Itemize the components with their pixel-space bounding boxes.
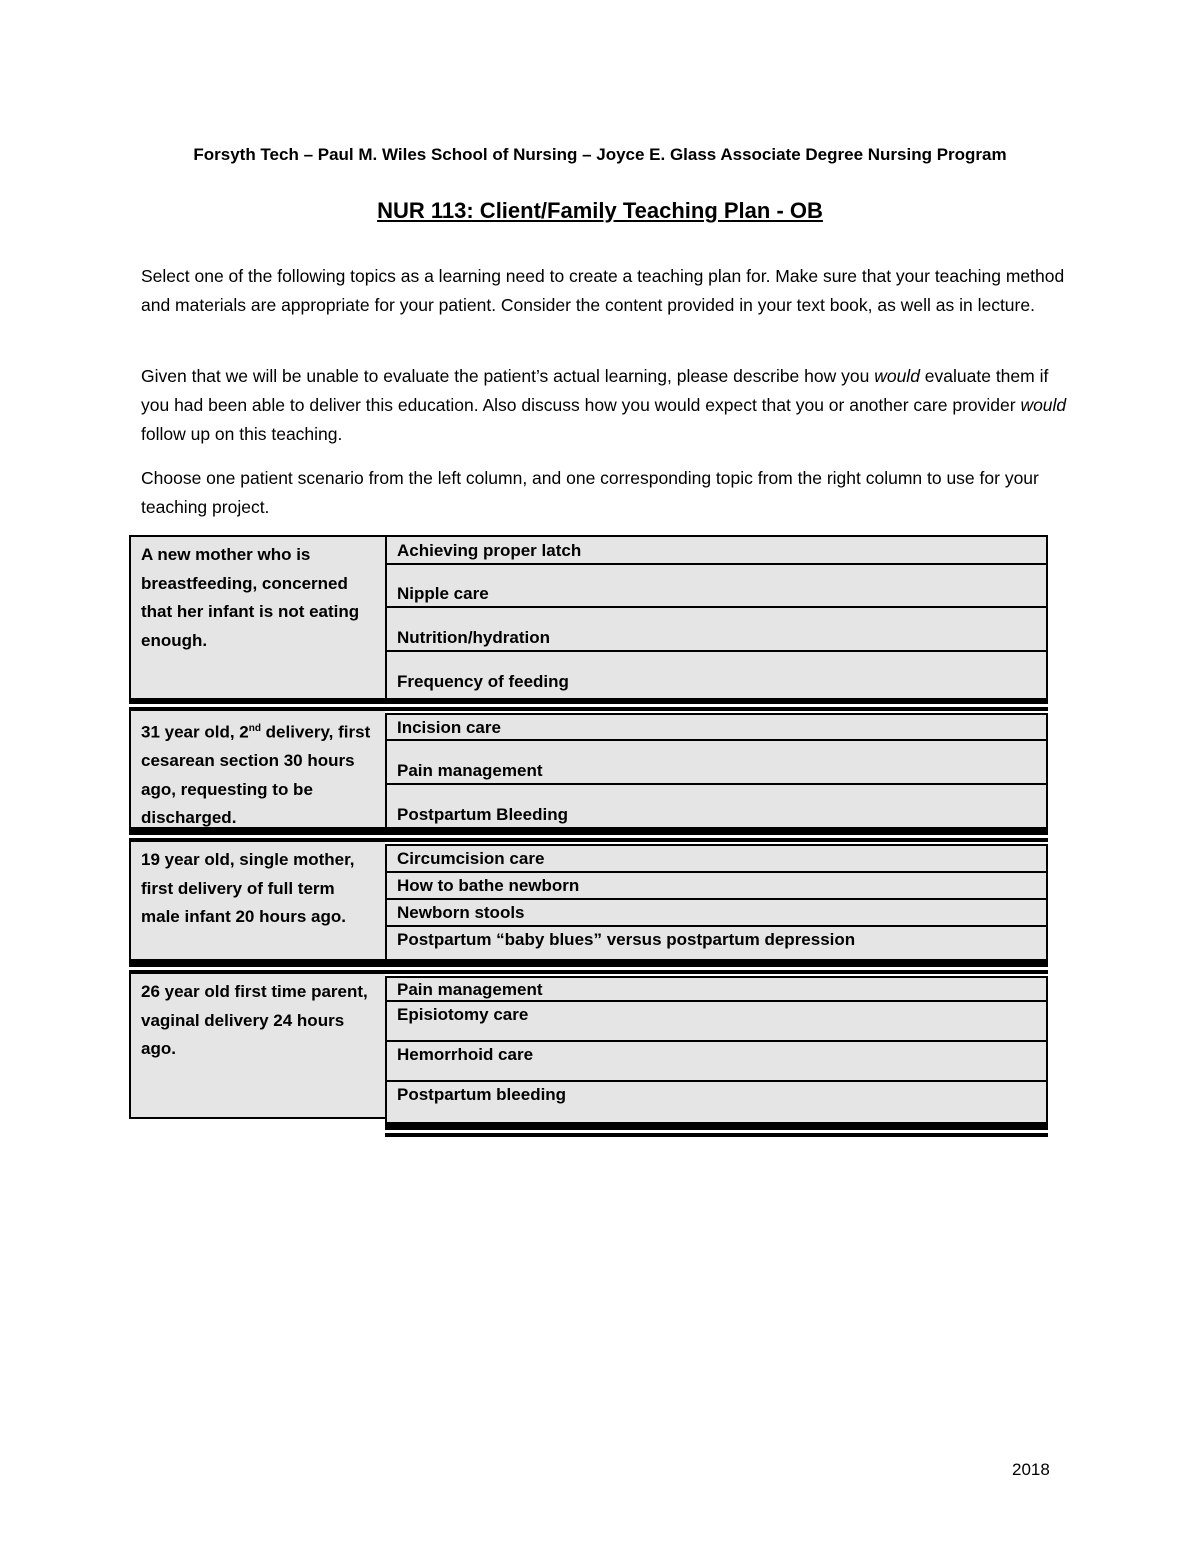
row-separator [129,698,1048,704]
topic-cell: Newborn stools [385,898,1048,927]
topic-cell: Pain management [385,739,1048,785]
document-title: NUR 113: Client/Family Teaching Plan - OB [377,198,823,223]
topic-cell: Postpartum “baby blues” versus postpartum depression [385,925,1048,961]
row-separator [385,1124,1048,1130]
topic-cell: Hemorrhoid care [385,1040,1048,1082]
topic-cell: Episiotomy care [385,1000,1048,1042]
topic-cell: Postpartum bleeding [385,1080,1048,1124]
topic-cell: Achieving proper latch [385,535,1048,565]
document-header: Forsyth Tech – Paul M. Wiles School of Nursing – Joyce E. Glass Associate Degree Nursing Program [193,145,1007,164]
topic-cell: Incision care [385,713,1048,741]
scenario-text-2: 31 year old, 2nd delivery, first cesarean section 30 hours ago, requesting to be discharged. [141,722,371,828]
row-separator [129,829,1048,835]
scenario-cell-1 [129,535,385,700]
instructions-paragraph-2: Given that we will be unable to evaluate the patient’s actual learning, please describe how you would evaluate them if you had been able to deliver this education. Also discuss how you would expect that you or another care provider would follow up on this teaching. [141,366,1067,444]
topic-cell: Pain management [385,976,1048,1002]
topic-cell: Nutrition/hydration [385,606,1048,652]
row-separator [385,1133,1048,1137]
scenario-cell-2 [129,711,385,829]
topic-cell: Circumcision care [385,844,1048,873]
instructions-paragraph-3: Choose one patient scenario from the left column, and one corresponding topic from the right column to use for your teaching project. [141,468,1039,517]
topic-cell: Postpartum Bleeding [385,783,1048,829]
footer-year: 2018 [1012,1460,1050,1479]
scenario-text-1: A new mother who is breastfeeding, concerned that her infant is not eating enough. [141,545,360,650]
scenario-cell-4 [129,974,385,1119]
topic-cell: Nipple care [385,563,1048,608]
scenario-text-4: 26 year old first time parent, vaginal delivery 24 hours ago. [141,982,368,1058]
topic-cell: Frequency of feeding [385,650,1048,700]
topic-cell: How to bathe newborn [385,871,1048,900]
scenario-text-3: 19 year old, single mother, first delivery of full term male infant 20 hours ago. [141,850,355,926]
row-separator [129,961,1048,967]
instructions-paragraph-1: Select one of the following topics as a learning need to create a teaching plan for. Make sure that your teaching method and materials are appropriate for your patient. Consider the content provided in your text book, as well as in lecture. [141,266,1065,315]
scenario-cell-3 [129,842,385,961]
